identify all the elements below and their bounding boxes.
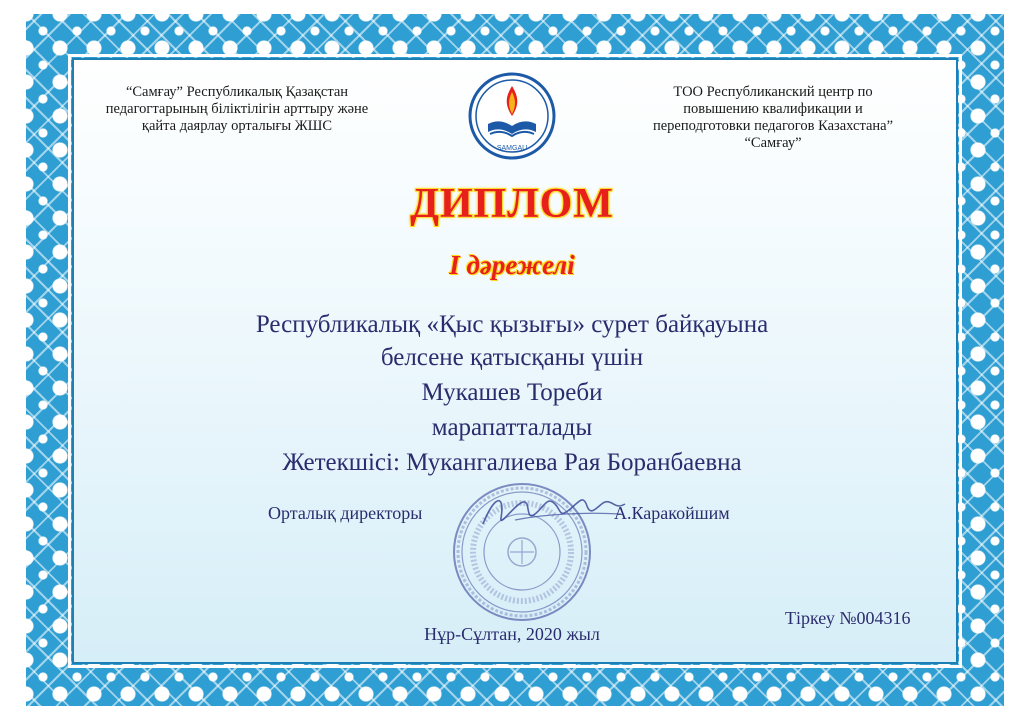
recipient-name: Мукашев Тореби <box>421 379 603 406</box>
director-name: А.Каракойшим <box>614 503 730 523</box>
org-name-kazakh: “Самғау” Республикалық Қазақстан педагогтарының біліктілігін арттыру және қайта даярлау орталығы ЖШС <box>105 84 369 134</box>
place-and-year: Нұр-Сұлтан, 2020 жыл <box>424 624 600 644</box>
degree-label: І дәрежелі <box>449 250 575 280</box>
awarded-line: марапатталады <box>431 414 593 441</box>
contest-line: Республикалық «Қыс қызығы» сурет байқауына <box>255 311 769 338</box>
registration-number: Тіркеу №004316 <box>785 608 911 628</box>
director-label: Орталық директоры <box>268 503 423 523</box>
participation-line: белсене қатысқаны үшін <box>380 344 644 371</box>
diploma-title: ДИПЛОМ <box>410 181 614 227</box>
org-name-russian: ТОО Республиканский центр по повышению квалификации и переподготовки педагогов Казахстана” “Самғау” <box>652 84 894 151</box>
samgau-logo <box>468 72 556 160</box>
director-signature <box>475 484 635 534</box>
supervisor-line: Жетекшісі: Мукангалиева Рая Боранбаевна <box>282 449 742 476</box>
logo-text: SAMGAU <box>496 145 528 152</box>
